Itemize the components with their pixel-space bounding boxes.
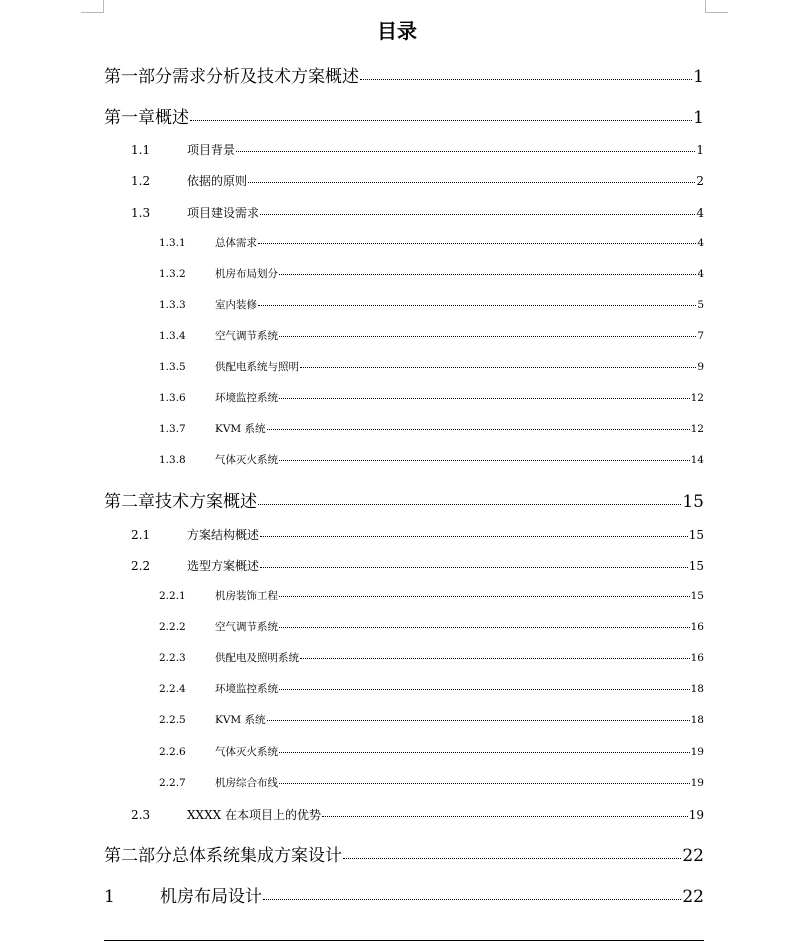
toc-entry-page: 14 (690, 454, 704, 466)
dot-leader (267, 720, 690, 721)
toc-entry-page: 2 (696, 174, 704, 188)
toc-entry-number: 2.2.3 (159, 652, 186, 664)
toc-entry-page: 15 (690, 590, 704, 602)
dot-leader (279, 336, 696, 337)
toc-entry-page: 15 (688, 528, 704, 542)
toc-entry-page: 15 (682, 492, 704, 512)
toc-entry-page: 19 (688, 808, 704, 822)
dot-leader (343, 858, 681, 859)
toc-entry[interactable] (159, 650, 704, 666)
dot-leader (258, 504, 681, 505)
toc-entry-number: 1.3.2 (159, 268, 186, 280)
toc-entry-number: 1.3 (131, 206, 151, 220)
toc-entry-title: 空气调节系统 (215, 330, 278, 342)
toc-entry[interactable] (104, 103, 704, 129)
toc-entry[interactable] (159, 712, 704, 728)
toc-entry-number: 1.3.8 (159, 454, 186, 466)
toc-entry-page: 16 (690, 652, 704, 664)
toc-entry[interactable] (131, 806, 704, 824)
toc-entry[interactable] (159, 328, 704, 344)
toc-entry[interactable] (159, 775, 704, 791)
toc-entry-number: 1.3.1 (159, 237, 186, 249)
toc-entry-page: 9 (697, 361, 704, 373)
dot-leader (300, 367, 696, 368)
dot-leader (236, 151, 695, 152)
dot-leader (322, 816, 688, 817)
toc-entry-number: 2.2.1 (159, 590, 186, 602)
toc-entry-number: 2.1 (131, 528, 151, 542)
toc-entry-page: 4 (697, 237, 704, 249)
toc-entry-number: 2.2.4 (159, 683, 186, 695)
dot-leader (279, 689, 690, 690)
toc-entry-number: 1.3.7 (159, 423, 186, 435)
toc-entry-number: 1.3.5 (159, 361, 186, 373)
toc-entry-title: 项目背景 (187, 143, 236, 157)
toc-entry-page: 4 (696, 206, 704, 220)
toc-entry-number: 1.3.3 (159, 299, 186, 311)
toc-entry-title: 室内装修 (215, 299, 257, 311)
toc-entry-page: 1 (693, 67, 704, 87)
toc-entry-page: 4 (697, 268, 704, 280)
toc-entry-number: 1.1 (131, 143, 151, 157)
toc-entry[interactable] (104, 841, 704, 867)
toc-entry[interactable] (159, 421, 704, 437)
toc-entry[interactable] (131, 141, 704, 159)
toc-entry-number: 1 (104, 887, 115, 907)
toc-entry[interactable] (159, 297, 704, 313)
dot-leader (260, 214, 695, 215)
dot-leader (279, 460, 690, 461)
dot-leader (279, 627, 690, 628)
dot-leader (279, 783, 690, 784)
toc-entry-page: 16 (690, 621, 704, 633)
footer-rule (104, 940, 704, 941)
dot-leader (300, 658, 690, 659)
dot-leader (190, 120, 692, 121)
toc-entry[interactable] (159, 266, 704, 282)
toc-entry-title: 机房综合布线 (215, 777, 278, 789)
page-title: 目录 (377, 19, 417, 43)
toc-entry-page: 19 (690, 746, 704, 758)
toc-entry-title: 气体灭火系统 (215, 746, 278, 758)
toc-entry-page: 22 (682, 887, 704, 907)
toc-entry-number: 2.2 (131, 559, 151, 573)
toc-entry-number: 1.3.4 (159, 330, 186, 342)
toc-entry-number: 2.2.2 (159, 621, 186, 633)
toc-entry-page: 1 (693, 108, 704, 128)
toc-entry-page: 19 (690, 777, 704, 789)
toc-entry[interactable] (131, 557, 704, 575)
toc-entry-page: 12 (690, 423, 704, 435)
dot-leader (267, 429, 690, 430)
toc-entry-title: 气体灭火系统 (215, 454, 278, 466)
toc-entry[interactable] (159, 452, 704, 468)
toc-entry[interactable] (131, 526, 704, 544)
toc-entry-page: 18 (690, 714, 704, 726)
toc-entry-number: 1.2 (131, 174, 151, 188)
toc-entry[interactable] (159, 390, 704, 406)
toc-entry-page: 7 (697, 330, 704, 342)
toc-entry-title: 供配电及照明系统 (215, 652, 299, 664)
dot-leader (263, 899, 681, 900)
toc-entry-title: 选型方案概述 (187, 559, 260, 573)
toc-entry-title: XXXX 在本项目上的优势 (187, 808, 321, 822)
toc-entry-title: 第二部分总体系统集成方案设计 (104, 846, 342, 866)
toc-entry-page: 15 (688, 559, 704, 573)
toc-entry-page: 22 (682, 846, 704, 866)
toc-entry[interactable] (104, 62, 704, 88)
dot-leader (279, 596, 690, 597)
toc-entry[interactable] (104, 487, 704, 513)
toc-entry[interactable] (159, 681, 704, 697)
toc-entry[interactable] (159, 619, 704, 635)
toc-entry-page: 12 (690, 392, 704, 404)
toc-entry-title: KVM 系统 (215, 423, 266, 435)
toc-entry[interactable] (159, 588, 704, 604)
dot-leader (258, 243, 696, 244)
toc-entry-title: 方案结构概述 (187, 528, 260, 542)
toc-entry[interactable] (159, 235, 704, 251)
toc-entry-title: 机房装饰工程 (215, 590, 278, 602)
dot-leader (258, 305, 696, 306)
dot-leader (279, 752, 690, 753)
toc-entry-number: 2.3 (131, 808, 151, 822)
dot-leader (279, 274, 696, 275)
toc-entry-page: 18 (690, 683, 704, 695)
toc-entry-page: 5 (697, 299, 704, 311)
toc-entry-title: 环境监控系统 (215, 392, 278, 404)
toc-entry-number: 2.2.5 (159, 714, 186, 726)
toc-entry-title: 依据的原则 (187, 174, 248, 188)
toc-entry-number: 2.2.7 (159, 777, 186, 789)
toc-entry-title: 机房布局划分 (215, 268, 278, 280)
toc-entry[interactable] (131, 172, 704, 190)
toc-entry-title: 环境监控系统 (215, 683, 278, 695)
toc-entry-title: 总体需求 (215, 237, 257, 249)
toc-entry-title: 空气调节系统 (215, 621, 278, 633)
dot-leader (260, 536, 688, 537)
toc-entry[interactable] (159, 359, 704, 375)
dot-leader (360, 79, 692, 80)
toc-entry-page: 1 (696, 143, 704, 157)
toc-entry-title: KVM 系统 (215, 714, 266, 726)
toc-entry-title: 第一章概述 (104, 108, 189, 128)
toc-entry-title: 第二章技术方案概述 (104, 492, 257, 512)
dot-leader (248, 182, 695, 183)
toc-entry[interactable] (159, 744, 704, 760)
toc-entry-title: 项目建设需求 (187, 206, 260, 220)
toc-entry[interactable] (131, 204, 704, 222)
toc-entry-title: 第一部分需求分析及技术方案概述 (104, 67, 359, 87)
dot-leader (260, 567, 688, 568)
toc-entry-number: 1.3.6 (159, 392, 186, 404)
dot-leader (279, 398, 690, 399)
toc-entry-title: 供配电系统与照明 (215, 361, 299, 373)
toc-entry-title: 机房布局设计 (160, 887, 262, 907)
toc-entry-number: 2.2.6 (159, 746, 186, 758)
toc-entry[interactable] (104, 882, 704, 908)
